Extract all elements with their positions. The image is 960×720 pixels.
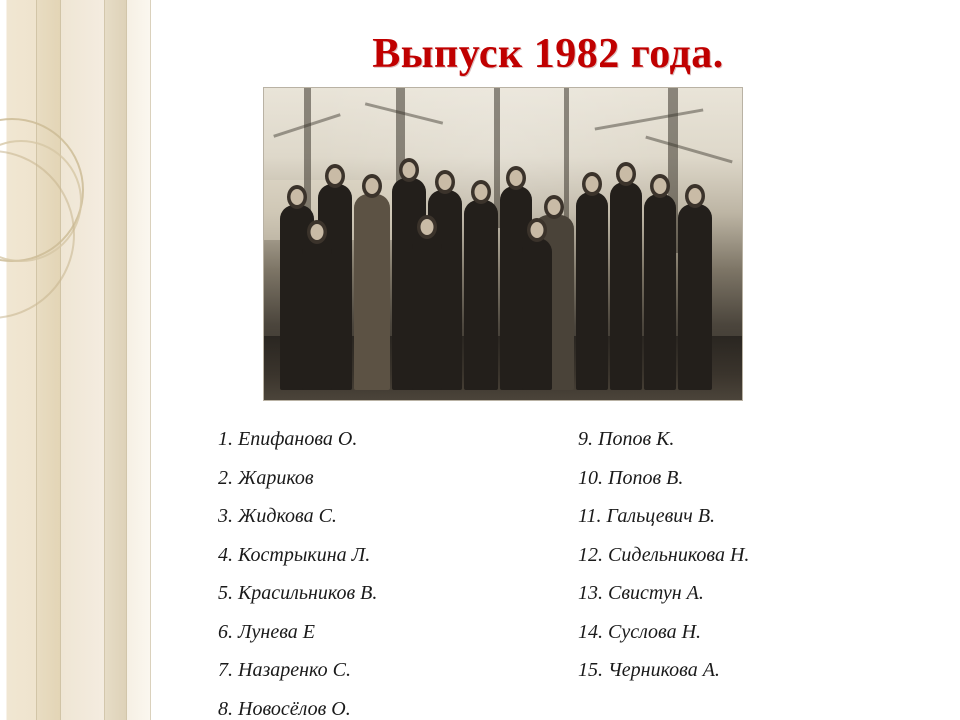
person-figure xyxy=(522,238,552,390)
list-item: 5. Красильников В. xyxy=(218,582,378,604)
names-list xyxy=(0,420,960,720)
list-item: 6. Лунева Е xyxy=(218,620,315,643)
list-item: 2. Жариков xyxy=(218,466,314,489)
list-item: 10. Попов В. xyxy=(578,466,684,489)
list-item: 12. Сидельникова Н. xyxy=(578,543,750,566)
list-item: 15. Черникова А. xyxy=(578,659,720,681)
person-figure xyxy=(678,204,712,390)
person-figure xyxy=(644,194,676,390)
photo-people xyxy=(272,160,734,390)
person-figure xyxy=(302,240,332,390)
list-item: 4. Кострыкина Л. xyxy=(218,543,371,566)
list-item: 14. Суслова Н. xyxy=(578,620,702,643)
list-item: 7. Назаренко С. xyxy=(218,659,351,681)
branch-icon xyxy=(595,108,704,130)
person-figure xyxy=(354,194,390,390)
person-figure xyxy=(576,192,608,390)
names-column-left xyxy=(218,420,548,720)
group-photo xyxy=(264,88,742,400)
person-figure xyxy=(412,235,442,390)
list-item: 3. Жидкова С. xyxy=(218,505,337,527)
list-item: 13. Свистун А. xyxy=(578,582,704,604)
page-title: Выпуск 1982 года. xyxy=(372,31,724,77)
list-item: 9. Попов К. xyxy=(578,428,675,450)
photo-background xyxy=(264,88,742,400)
names-column-right xyxy=(578,420,918,690)
list-item: 1. Епифанова О. xyxy=(218,428,358,450)
list-item: 8. Новосёлов О. xyxy=(218,697,351,720)
person-figure xyxy=(464,200,498,390)
list-item: 11. Гальцевич В. xyxy=(578,505,716,527)
person-figure xyxy=(610,182,642,390)
